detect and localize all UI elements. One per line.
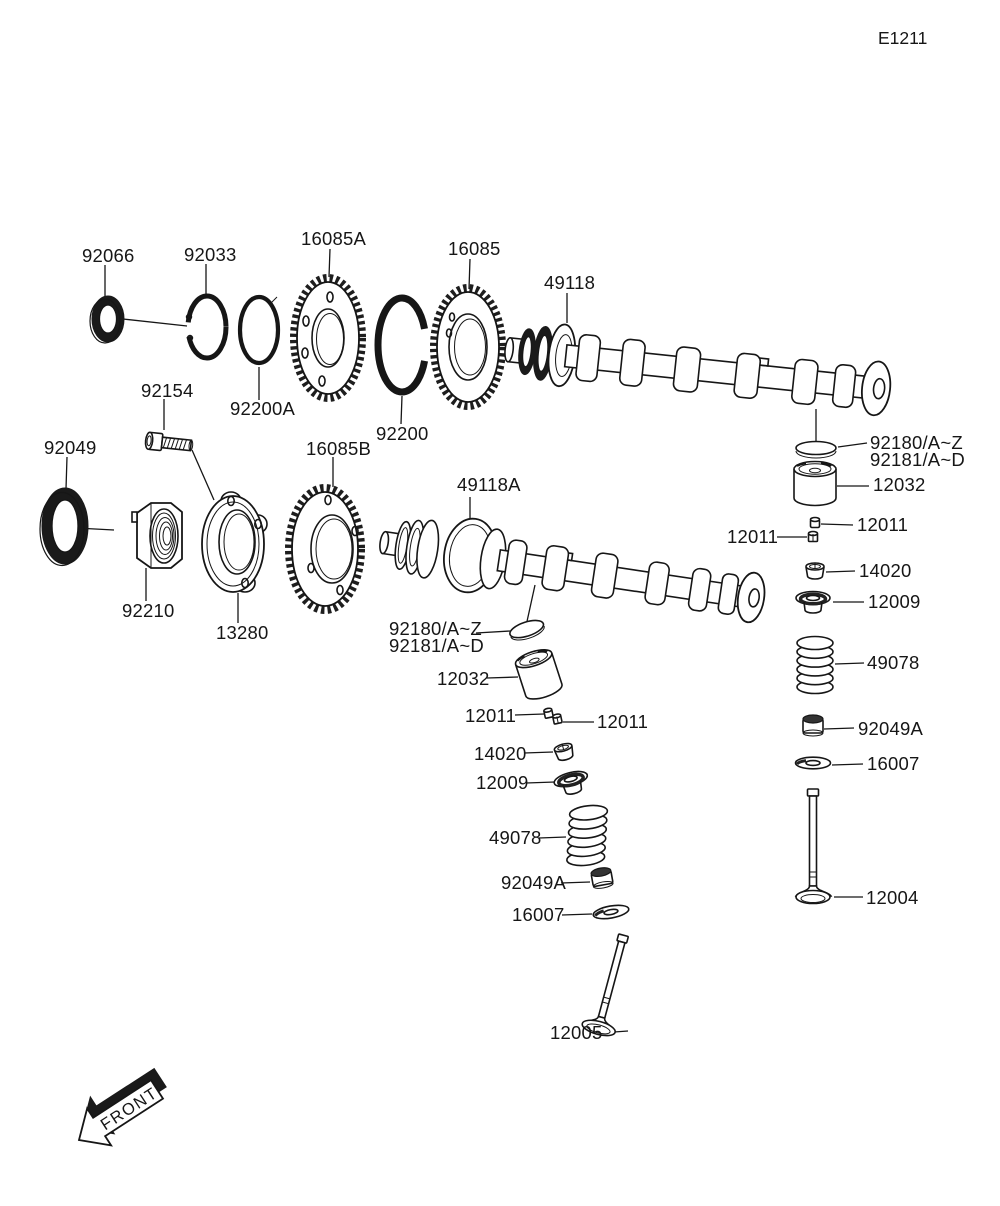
part-label-12009-intake: 12009	[476, 772, 529, 793]
part-label-92049: 92049	[44, 437, 97, 458]
part-label-92210: 92210	[122, 600, 175, 621]
gear-16085	[434, 288, 502, 406]
retainer-12009-intake	[553, 769, 591, 798]
valve-exhaust-12004	[796, 789, 831, 904]
keeper-14020-intake	[553, 742, 575, 762]
bearing-92066	[90, 296, 124, 343]
part-label-12011-intake-b: 12011	[597, 711, 649, 732]
spring-49078-exhaust	[797, 637, 833, 694]
part-label-92180-intake: 92180/A~Z	[389, 618, 482, 639]
part-label-49118: 49118	[544, 272, 596, 293]
part-label-13280: 13280	[216, 622, 269, 643]
part-label-12009-exhaust: 12009	[868, 591, 921, 612]
part-label-92154: 92154	[141, 380, 194, 401]
part-label-49118A: 49118A	[457, 474, 521, 495]
part-label-92200: 92200	[376, 423, 429, 444]
shim-92180-intake	[508, 617, 546, 644]
seal-valve-92049A-exhaust	[803, 715, 823, 736]
holder-camshaft-13280	[202, 492, 267, 592]
part-label-92181-intake: 92181/A~D	[389, 635, 484, 656]
part-label-92049A-intake: 92049A	[501, 872, 566, 893]
diagram-code: E1211	[878, 28, 928, 48]
tappet-12032-intake	[513, 646, 564, 702]
part-label-12011-exhaust-b: 12011	[727, 526, 779, 547]
part-label-12032-exhaust: 12032	[873, 474, 926, 495]
front-label: FRONT	[97, 1083, 162, 1135]
seat-spring-16007-intake	[592, 903, 630, 921]
gear-16085A	[294, 278, 362, 398]
part-label-16007-exhaust: 16007	[867, 753, 920, 774]
part-label-16085A: 16085A	[301, 228, 366, 249]
bolt-92154	[145, 432, 194, 454]
gear-16085B	[289, 488, 361, 610]
spring-49078-intake	[561, 804, 612, 867]
tappet-12032-exhaust	[794, 462, 836, 506]
part-label-12032-intake: 12032	[437, 668, 490, 689]
part-label-16085: 16085	[448, 238, 501, 259]
part-label-49078-intake: 49078	[489, 827, 542, 848]
part-label-12011-intake-a: 12011	[465, 705, 517, 726]
camshaft-intake-49118A	[375, 505, 770, 636]
part-label-92180-exhaust: 92180/A~Z	[870, 432, 963, 453]
part-label-16007-intake: 16007	[512, 904, 565, 925]
part-label-14020-intake: 14020	[474, 743, 527, 764]
cotter-12011-exhaust	[809, 518, 820, 542]
part-label-12011-exhaust-a: 12011	[857, 514, 909, 535]
part-label-16085B: 16085B	[306, 438, 371, 459]
seat-spring-16007-exhaust	[796, 757, 831, 769]
part-label-14020-exhaust: 14020	[859, 560, 912, 581]
cotter-12011-intake	[544, 706, 563, 726]
part-label-12005: 12005	[550, 1022, 603, 1043]
part-label-92066: 92066	[82, 245, 135, 266]
part-label-49078-exhaust: 49078	[867, 652, 920, 673]
shim-92180-exhaust	[796, 442, 836, 459]
front-direction-arrow	[63, 1059, 177, 1158]
retainer-12009-exhaust	[796, 592, 830, 614]
camshaft-exhaust-49118	[502, 319, 893, 421]
washer-wave-92200A	[240, 297, 278, 363]
part-label-92181-exhaust: 92181/A~D	[870, 449, 965, 470]
ring-92200	[378, 298, 426, 392]
part-label-92033: 92033	[184, 244, 237, 265]
oil-seal-92049	[40, 488, 88, 566]
keeper-14020-exhaust	[806, 563, 824, 579]
seal-valve-92049A-intake	[590, 866, 613, 889]
part-label-12004: 12004	[866, 887, 919, 908]
nut-camshaft-92210	[132, 503, 182, 568]
part-label-92049A-exhaust: 92049A	[858, 718, 923, 739]
circlip-92033	[187, 296, 226, 358]
part-label-92200A: 92200A	[230, 398, 295, 419]
